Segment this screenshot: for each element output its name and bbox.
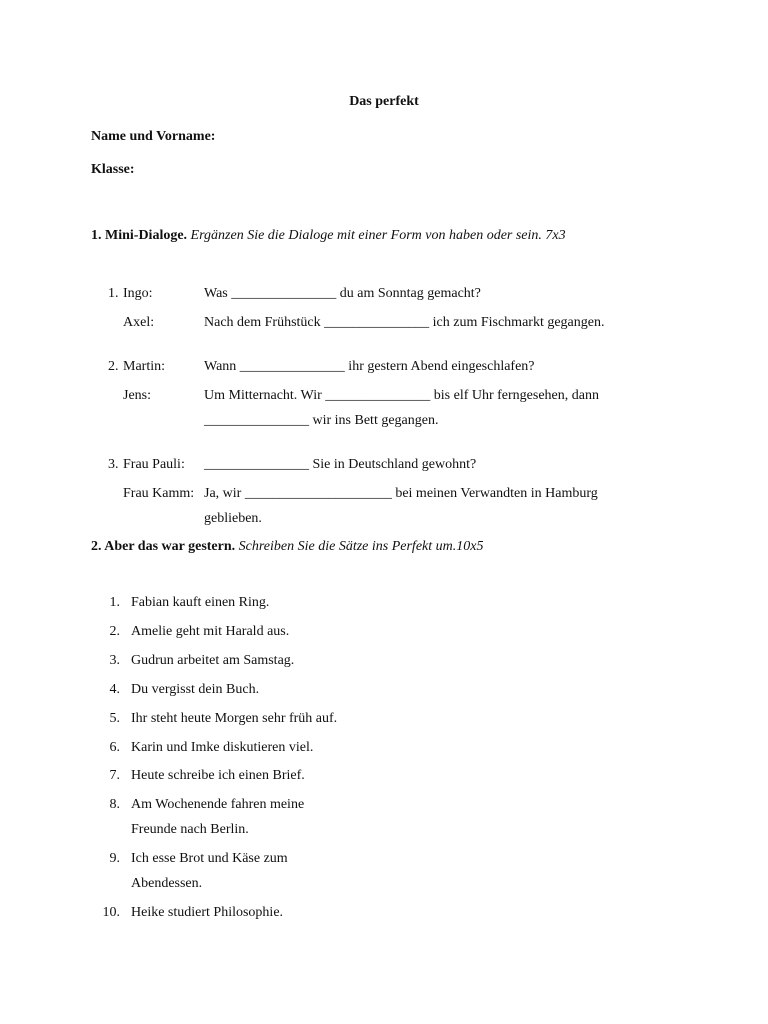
sentence-number: 6. <box>109 740 120 755</box>
speaker-name: Axel: <box>123 315 155 330</box>
section2-instruction: Schreiben Sie die Sätze ins Perfekt um.10x5 <box>238 539 484 554</box>
dialogue-number: 1. <box>108 286 119 301</box>
sentence-number: 5. <box>109 711 120 726</box>
page-title: Das perfekt <box>349 94 419 109</box>
speaker-name: Frau Pauli: <box>123 457 185 472</box>
sentence-text: Heute schreibe ich einen Brief. <box>131 768 305 783</box>
sentence-text: Ihr steht heute Morgen sehr früh auf. <box>131 711 338 726</box>
sentence-number: 1. <box>109 595 120 610</box>
sentence-number: 7. <box>109 768 120 783</box>
sentence-number: 2. <box>109 624 120 639</box>
sentence-text: Du vergisst dein Buch. <box>131 682 260 697</box>
section1-instruction: Ergänzen Sie die Dialoge mit einer Form von haben oder sein. 7x3 <box>190 228 566 243</box>
dialogue-2-line-b: Um Mitternacht. Wir _______________ bis elf Uhr ferngesehen, dann <box>204 388 599 403</box>
dialogue-3-line-b: Ja, wir _____________________ bei meinen Verwandten in Hamburg <box>204 486 598 501</box>
dialogue-1-line-a: Was _______________ du am Sonntag gemacht? <box>204 286 481 301</box>
sentence-text: Heike studiert Philosophie. <box>131 905 284 920</box>
sentence-text: Am Wochenende fahren meine <box>131 797 305 812</box>
sentence-text: Karin und Imke diskutieren viel. <box>131 740 314 755</box>
sentence-text: Gudrun arbeitet am Samstag. <box>131 653 295 668</box>
sentence-text-continued: Abendessen. <box>131 876 203 891</box>
sentence-text: Amelie geht mit Harald aus. <box>131 624 290 639</box>
section2-header <box>91 538 483 556</box>
section1-header <box>91 227 566 245</box>
speaker-name: Martin: <box>123 359 165 374</box>
dialogue-2-line-a: Wann _______________ ihr gestern Abend eingeschlafen? <box>204 359 535 374</box>
sentence-number: 3. <box>109 653 120 668</box>
sentence-number: 4. <box>109 682 120 697</box>
sentence-number: 9. <box>109 851 120 866</box>
sentence-text: Ich esse Brot und Käse zum <box>131 851 288 866</box>
speaker-name: Ingo: <box>123 286 153 301</box>
sentence-text: Fabian kauft einen Ring. <box>131 595 270 610</box>
name-field-label: Name und Vorname: <box>91 129 216 144</box>
speaker-name: Frau Kamm: <box>123 486 195 501</box>
section1-heading: 1. Mini-Dialoge. <box>91 228 188 243</box>
speaker-name: Jens: <box>123 388 151 403</box>
dialogue-1-line-b: Nach dem Frühstück _______________ ich zum Fischmarkt gegangen. <box>204 315 605 330</box>
section2-heading: 2. Aber das war gestern. <box>91 539 236 554</box>
dialogue-number: 3. <box>108 457 119 472</box>
sentence-number: 8. <box>109 797 120 812</box>
dialogue-2-line-b-continued: _______________ wir ins Bett gegangen. <box>204 413 439 428</box>
dialogue-number: 2. <box>108 359 119 374</box>
dialogue-3-line-b-continued: geblieben. <box>204 511 262 526</box>
class-field-label: Klasse: <box>91 162 135 177</box>
sentence-text-continued: Freunde nach Berlin. <box>131 822 249 837</box>
sentence-number: 10. <box>102 905 120 920</box>
dialogue-3-line-a: _______________ Sie in Deutschland gewohnt? <box>204 457 477 472</box>
